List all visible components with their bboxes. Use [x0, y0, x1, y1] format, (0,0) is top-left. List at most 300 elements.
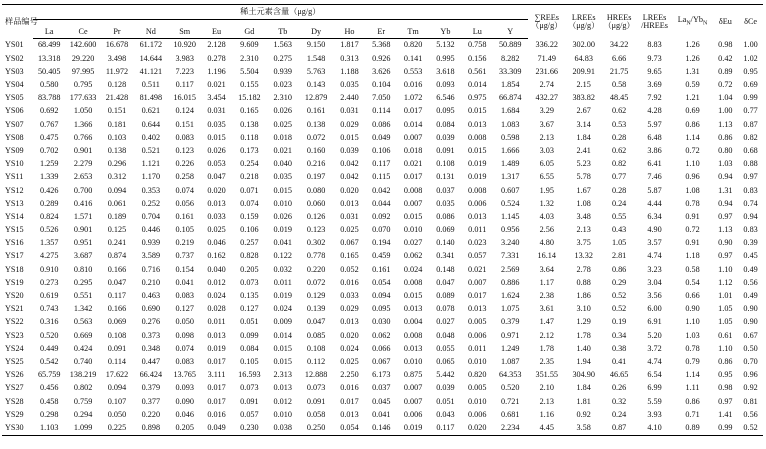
value-cell: 0.093	[436, 80, 455, 90]
value-cell: 0.006	[468, 330, 487, 340]
value-cell: 0.073	[240, 383, 259, 393]
value-cell: 0.013	[468, 211, 487, 221]
value-cell: 0.160	[306, 145, 326, 155]
value-cell: 0.49	[743, 264, 758, 274]
value-cell: 3.111	[207, 370, 226, 380]
value-cell: 12.879	[304, 93, 328, 103]
value-cell: 0.033	[340, 291, 359, 301]
value-cell: 0.049	[201, 421, 232, 435]
value-cell: 0.123	[306, 225, 326, 235]
value-cell: 2.41	[576, 145, 591, 155]
value-cell: 1.02	[743, 53, 758, 63]
value-cell: 336.22	[535, 40, 558, 50]
value-cell: 0.127	[175, 304, 194, 314]
value-cell: 351.55	[535, 370, 558, 380]
value-cell: 3.56	[647, 291, 662, 301]
table-row	[2, 79, 763, 92]
value-cell: 0.348	[141, 343, 161, 353]
element-header-yb: Yb	[429, 20, 462, 39]
value-cell: 0.161	[175, 211, 194, 221]
value-cell: 1.10	[718, 343, 733, 353]
table-row	[2, 316, 763, 329]
table-row	[2, 210, 763, 223]
sample-id-cell: YS12	[5, 185, 24, 195]
table-row	[2, 118, 763, 131]
value-cell: 1.04	[718, 93, 733, 103]
value-cell: 0.561	[468, 66, 487, 76]
value-cell: 0.598	[500, 132, 520, 142]
value-cell: 0.012	[273, 396, 292, 406]
value-cell: 0.90	[743, 304, 758, 314]
value-cell: 0.114	[372, 106, 391, 116]
value-cell: 0.276	[141, 317, 161, 327]
value-cell: 0.018	[403, 145, 423, 155]
value-cell: 0.005	[468, 317, 487, 327]
hree-header: HREEs （μg/g）	[603, 12, 635, 30]
value-cell: 46.65	[609, 370, 629, 380]
value-cell: 0.402	[141, 132, 161, 142]
value-cell: 0.013	[340, 409, 359, 419]
value-cell: 0.71	[685, 409, 700, 419]
value-cell: 1.10	[685, 159, 700, 169]
table-row	[2, 145, 763, 158]
value-cell: 0.010	[403, 225, 423, 235]
value-cell: 1.357	[40, 238, 59, 248]
value-cell: 13.318	[37, 53, 61, 63]
value-cell: 0.95	[718, 370, 733, 380]
value-cell: 0.795	[73, 80, 93, 90]
value-cell: 142.600	[69, 40, 97, 50]
value-cell: 0.015	[273, 185, 292, 195]
element-header-sm: Sm	[168, 20, 201, 39]
value-cell: 0.108	[306, 343, 326, 353]
value-cell: 4.74	[647, 356, 662, 366]
value-cell: 3.10	[576, 304, 591, 314]
value-cell: 0.094	[372, 291, 391, 301]
value-cell: 0.010	[468, 396, 487, 406]
value-cell: 0.458	[40, 396, 59, 406]
value-cell: 0.669	[73, 330, 93, 340]
value-cell: 1.121	[141, 159, 161, 169]
value-cell: 0.089	[436, 291, 455, 301]
value-cell: 0.015	[468, 106, 487, 116]
value-cell: 17.622	[105, 370, 129, 380]
value-cell: 0.820	[403, 40, 423, 50]
value-cell: 0.165	[240, 106, 259, 116]
value-cell: 0.86	[718, 356, 733, 366]
value-cell: 0.56	[743, 409, 758, 419]
value-cell: 1.67	[576, 185, 591, 195]
value-cell: 0.151	[107, 106, 127, 116]
value-cell: 2.310	[273, 93, 292, 103]
value-cell: 9.65	[647, 66, 662, 76]
value-cell: 0.759	[73, 396, 93, 406]
value-cell: 0.197	[306, 172, 326, 182]
value-cell: 0.155	[240, 80, 259, 90]
value-cell: 1.072	[403, 93, 423, 103]
value-cell: 6.99	[647, 383, 662, 393]
value-cell: 0.824	[40, 211, 59, 221]
value-cell: 0.220	[306, 264, 326, 274]
value-cell: 1.624	[500, 291, 520, 301]
value-cell: 0.41	[611, 356, 627, 366]
value-cell: 7.223	[175, 66, 194, 76]
value-cell: 1.78	[539, 343, 554, 353]
sample-id-cell: YS25	[5, 356, 24, 366]
value-cell: 0.82	[743, 132, 758, 142]
value-cell: 1.087	[500, 356, 520, 366]
value-cell: 0.99	[743, 93, 758, 103]
value-cell: 0.250	[299, 421, 334, 435]
value-cell: 0.97	[718, 251, 733, 261]
value-cell: 1.11	[685, 383, 700, 393]
table-row	[2, 342, 763, 355]
value-cell: 0.83	[743, 185, 758, 195]
value-cell: 0.379	[141, 383, 161, 393]
sample-id-cell: YS06	[5, 106, 24, 116]
value-cell: 0.095	[436, 106, 455, 116]
value-cell: 0.138	[240, 119, 259, 129]
value-cell: 0.123	[175, 145, 194, 155]
value-cell: 2.81	[611, 251, 627, 261]
value-cell: 0.027	[403, 238, 423, 248]
value-cell: 0.014	[273, 330, 292, 340]
value-cell: 34.22	[609, 40, 629, 50]
value-cell: 0.89	[672, 421, 712, 435]
sample-id-cell: YS09	[5, 145, 24, 155]
value-cell: 0.012	[207, 277, 226, 287]
value-cell: 0.066	[372, 343, 391, 353]
value-cell: 0.24	[611, 409, 627, 419]
value-cell: 0.216	[306, 159, 326, 169]
value-cell: 0.89	[718, 66, 733, 76]
value-cell: 0.97	[743, 172, 758, 182]
value-cell: 1.317	[500, 172, 520, 182]
value-cell: 0.047	[107, 277, 127, 287]
value-cell: 3.23	[647, 264, 662, 274]
value-cell: 0.010	[403, 356, 423, 366]
value-cell: 0.026	[207, 145, 226, 155]
element-header-ce: Ce	[66, 20, 101, 39]
value-cell: 0.011	[468, 225, 487, 235]
value-cell: 0.138	[306, 119, 326, 129]
value-cell: 0.007	[403, 396, 423, 406]
value-cell: 0.072	[306, 132, 326, 142]
value-cell: 0.053	[207, 159, 226, 169]
value-cell: 0.021	[468, 264, 487, 274]
value-cell: 0.058	[306, 409, 326, 419]
value-cell: 0.069	[107, 317, 127, 327]
value-cell: 0.017	[468, 291, 487, 301]
value-cell: 6.41	[647, 159, 662, 169]
value-cell: 0.074	[240, 198, 259, 208]
value-cell: 2.13	[576, 225, 591, 235]
value-cell: 0.86	[611, 264, 627, 274]
value-cell: 0.88	[576, 277, 591, 287]
value-cell: 0.008	[468, 132, 487, 142]
value-cell: 1.103	[33, 421, 66, 435]
value-cell: 0.093	[175, 383, 194, 393]
value-cell: 1.31	[718, 185, 733, 195]
value-cell: 231.66	[535, 66, 558, 76]
value-cell: 0.117	[372, 159, 391, 169]
value-cell: 0.312	[107, 172, 127, 182]
value-cell: 0.099	[240, 330, 259, 340]
value-cell: 2.250	[340, 370, 359, 380]
value-cell: 0.041	[273, 238, 292, 248]
value-cell: 0.014	[403, 119, 423, 129]
value-cell: 8.83	[647, 40, 662, 50]
value-cell: 0.424	[73, 343, 93, 353]
value-cell: 0.025	[340, 356, 359, 366]
value-cell: 0.091	[107, 343, 127, 353]
value-cell: 0.019	[468, 172, 487, 182]
value-cell: 0.58	[611, 80, 627, 90]
value-cell: 0.046	[175, 409, 194, 419]
value-cell: 0.86	[685, 119, 700, 129]
value-cell: 1.05	[611, 238, 627, 248]
value-cell: 0.047	[306, 317, 326, 327]
value-cell: 2.440	[340, 93, 359, 103]
value-cell: 0.29	[611, 277, 627, 287]
value-cell: 6.66	[611, 53, 627, 63]
value-cell: 1.01	[718, 291, 733, 301]
value-cell: 0.607	[500, 185, 520, 195]
value-cell: 16.678	[105, 40, 129, 50]
value-cell: 0.023	[468, 238, 487, 248]
sample-id-cell: YS10	[5, 159, 24, 169]
value-cell: 1.249	[500, 343, 520, 353]
value-cell: 0.621	[141, 106, 161, 116]
value-cell: 0.092	[372, 211, 391, 221]
value-cell: 0.129	[306, 291, 326, 301]
value-cell: 0.106	[240, 225, 259, 235]
value-cell: 1.03	[718, 159, 733, 169]
value-cell: 0.165	[340, 251, 359, 261]
value-cell: 0.92	[743, 383, 758, 393]
value-cell: 0.103	[107, 132, 127, 142]
value-cell: 1.10	[685, 317, 700, 327]
table-row	[2, 263, 763, 276]
value-cell: 3.983	[175, 53, 194, 63]
value-cell: 0.874	[107, 251, 127, 261]
value-cell: 0.743	[40, 304, 59, 314]
table-row	[2, 369, 763, 382]
value-cell: 0.86	[685, 396, 700, 406]
value-cell: 0.019	[273, 291, 292, 301]
value-cell: 0.875	[403, 370, 423, 380]
value-cell: 0.004	[403, 317, 423, 327]
value-cell: 1.17	[539, 277, 554, 287]
value-cell: 0.995	[436, 53, 455, 63]
value-cell: 0.24	[611, 198, 627, 208]
value-cell: 0.56	[743, 277, 758, 287]
value-cell: 97.995	[71, 66, 95, 76]
value-cell: 0.067	[372, 356, 391, 366]
value-cell: 0.019	[207, 343, 226, 353]
value-cell: 0.341	[436, 251, 455, 261]
sample-id-cell: YS02	[5, 53, 24, 63]
value-cell: 1.05	[718, 317, 733, 327]
value-cell: 0.99	[713, 421, 739, 435]
value-cell: 6.54	[647, 370, 662, 380]
value-cell: 2.13	[539, 132, 554, 142]
value-cell: 0.015	[207, 132, 226, 142]
element-header-er: Er	[365, 20, 397, 39]
value-cell: 0.042	[340, 172, 359, 182]
value-cell: 0.939	[273, 66, 292, 76]
value-cell: 0.81	[743, 396, 758, 406]
value-cell: 0.68	[743, 145, 758, 155]
value-cell: 1.342	[73, 304, 93, 314]
value-cell: 0.173	[240, 145, 259, 155]
value-cell: 0.016	[340, 277, 359, 287]
value-cell: 0.316	[40, 317, 59, 327]
value-cell: 0.091	[240, 396, 259, 406]
value-cell: 7.331	[500, 251, 520, 261]
value-cell: 1.94	[576, 356, 591, 366]
value-cell: 1.81	[576, 396, 591, 406]
value-cell: 0.553	[403, 66, 423, 76]
value-cell: 0.017	[403, 106, 423, 116]
table-row	[2, 92, 763, 105]
value-cell: 5.97	[647, 119, 662, 129]
value-cell: 16.14	[537, 251, 556, 261]
value-cell: 1.817	[340, 40, 359, 50]
value-cell: 0.005	[468, 383, 487, 393]
value-cell: 0.039	[436, 132, 455, 142]
value-cell: 1.31	[685, 66, 700, 76]
value-cell: 0.778	[306, 251, 326, 261]
value-cell: 5.763	[306, 66, 326, 76]
value-cell: 0.055	[436, 343, 455, 353]
sample-id-cell: YS11	[5, 172, 24, 182]
value-cell: 29.220	[71, 53, 95, 63]
value-cell: 0.035	[340, 80, 359, 90]
sample-id-cell: YS08	[5, 132, 24, 142]
value-cell: 0.083	[175, 356, 194, 366]
value-cell: 0.039	[436, 383, 455, 393]
value-cell: 0.086	[436, 211, 455, 221]
value-cell: 0.122	[273, 251, 292, 261]
value-cell: 0.716	[141, 264, 161, 274]
value-cell: 0.72	[718, 80, 733, 90]
value-cell: 2.653	[73, 172, 93, 182]
value-cell: 0.416	[73, 198, 93, 208]
value-cell: 0.117	[175, 80, 194, 90]
value-cell: 0.035	[207, 119, 226, 129]
value-cell: 0.45	[743, 251, 758, 261]
value-cell: 21.75	[609, 66, 629, 76]
value-cell: 0.118	[240, 132, 259, 142]
value-cell: 1.00	[743, 40, 758, 50]
value-cell: 65.759	[37, 370, 61, 380]
value-cell: 0.52	[611, 304, 627, 314]
value-cell: 0.77	[611, 172, 627, 182]
value-cell: 5.59	[647, 396, 662, 406]
element-header-lu: Lu	[462, 20, 493, 39]
value-cell: 0.019	[273, 225, 292, 235]
value-cell: 1.21	[685, 93, 700, 103]
value-cell: 0.254	[240, 159, 259, 169]
value-cell: 64.83	[574, 53, 593, 63]
value-cell: 0.091	[436, 145, 455, 155]
lree-hree-ratio-header: LREEs /HREEs	[641, 12, 668, 30]
value-cell: 0.020	[207, 185, 226, 195]
table-row	[2, 171, 763, 184]
value-cell: 0.049	[372, 132, 391, 142]
lree-header: LREEs （μg/g）	[568, 12, 600, 30]
value-cell: 1.548	[306, 53, 326, 63]
value-cell: 0.017	[207, 396, 226, 406]
la-yb-ratio-header: $La_N/Yb_N$	[677, 15, 708, 28]
value-cell: 1.16	[539, 409, 554, 419]
value-cell: 0.037	[436, 185, 455, 195]
value-cell: 432.27	[535, 93, 558, 103]
value-cell: 0.141	[403, 53, 423, 63]
value-cell: 0.007	[403, 132, 423, 142]
value-cell: 0.580	[40, 80, 59, 90]
value-cell: 2.35	[539, 356, 554, 366]
value-cell: 6.48	[647, 132, 662, 142]
value-cell: 2.13	[539, 396, 554, 406]
value-cell: 0.062	[372, 330, 391, 340]
value-cell: 0.289	[40, 198, 59, 208]
value-cell: 3.58	[566, 421, 602, 435]
value-cell: 0.644	[141, 119, 161, 129]
value-cell: 0.042	[340, 159, 359, 169]
value-cell: 0.038	[267, 421, 299, 435]
value-cell: 0.025	[273, 119, 292, 129]
value-cell: 0.013	[403, 343, 423, 353]
value-cell: 0.42	[718, 53, 733, 63]
value-cell: 0.91	[685, 238, 700, 248]
value-cell: 8.282	[500, 53, 520, 63]
value-cell: 2.313	[273, 370, 292, 380]
value-cell: 0.026	[273, 211, 292, 221]
value-cell: 0.55	[611, 211, 627, 221]
value-cell: 0.010	[468, 356, 487, 366]
value-cell: 0.013	[468, 304, 487, 314]
value-cell: 0.166	[107, 264, 127, 274]
value-cell: 1.14	[685, 132, 700, 142]
value-cell: 1.95	[539, 185, 554, 195]
sample-id-cell: YS23	[5, 330, 24, 340]
value-cell: 0.90	[685, 304, 700, 314]
value-cell: 0.220	[141, 409, 161, 419]
value-cell: 2.234	[493, 421, 528, 435]
value-cell: 0.82	[611, 159, 627, 169]
value-cell: 0.050	[107, 409, 127, 419]
table-row	[2, 329, 763, 342]
value-cell: 2.310	[240, 53, 259, 63]
value-cell: 61.172	[139, 40, 163, 50]
value-cell: 66.424	[139, 370, 163, 380]
value-cell: 3.04	[647, 277, 662, 287]
value-cell: 1.00	[718, 106, 733, 116]
table-row	[2, 131, 763, 144]
value-cell: 0.273	[40, 277, 59, 287]
value-cell: 0.013	[207, 198, 226, 208]
value-cell: 50.889	[498, 40, 522, 50]
value-cell: 5.442	[436, 370, 455, 380]
delta-ce-header: δCe	[744, 16, 758, 26]
value-cell: 21.428	[105, 93, 129, 103]
value-cell: 0.828	[240, 251, 259, 261]
value-cell: 4.275	[40, 251, 59, 261]
value-cell: 304.90	[572, 370, 595, 380]
value-cell: 1.854	[500, 80, 520, 90]
